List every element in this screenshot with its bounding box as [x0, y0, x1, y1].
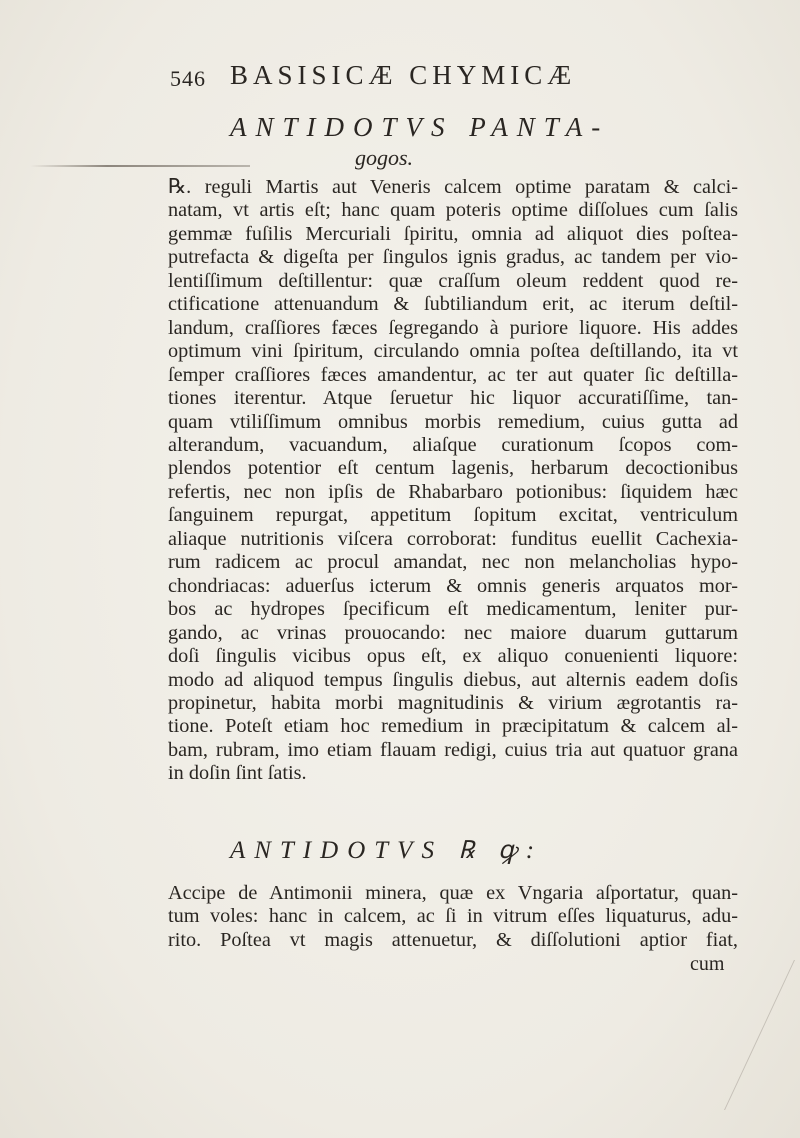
- text-line: lentiſſimum deſtillentur: quæ craſſum oleum reddent quod re-: [168, 269, 738, 292]
- section2-body: [168, 882, 738, 952]
- text-line: chondriacas: aduerſus icterum & omnis generis arquatos mor-: [168, 574, 738, 597]
- text-line: tione. Poteſt etiam hoc remedium in præcipitatum & calcem al-: [168, 715, 738, 738]
- page-number: 546: [170, 66, 206, 91]
- text-line: tum voles: hanc in calcem, ac ſi in vitrum eſſes liquaturus, adu-: [168, 905, 738, 928]
- section-heading-tail: gogos.: [355, 145, 414, 170]
- section1-body: [168, 176, 738, 786]
- text-line: landum, craſſiores fæces ſegregando à puriore liquore. His addes: [168, 316, 738, 339]
- text-line: ctificatione attenuandum & ſubtiliandum erit, ac iterum deſtil-: [168, 293, 738, 316]
- paper-fold-mark: [584, 960, 795, 1110]
- text-line: ſanguinem repurgat, appetitum ſopitum excitat, ventriculum: [168, 504, 738, 527]
- section-heading-antidotus-pantagogos: ANTIDOTVS PANTA-: [230, 112, 610, 142]
- text-line: modo ad aliquod tempus ſingulis diebus, aut alternis eadem doſis: [168, 668, 738, 691]
- text-line: gemmæ fuſilis Mercuriali ſpiritu, omnia ad aliquot dies poſtea-: [168, 222, 738, 245]
- text-line: tiones iterentur. Atque ſeruetur hic liquor accuratiſſime, tan-: [168, 387, 738, 410]
- text-line: propinetur, habita morbi magnitudinis & virium ægrotantis ra-: [168, 691, 738, 714]
- text-line: natam, vt artis eſt; hanc quam poteris optime diſſolues cum ſalis: [168, 199, 738, 222]
- text-line: ℞. reguli Martis aut Veneris calcem optime paratam & calci-: [168, 176, 738, 198]
- text-line: bos ac hydropes ſpecificum eſt medicamentum, leniter pur-: [168, 598, 738, 621]
- text-line: rito. Poſtea vt magis attenuetur, & diſſolutioni aptior fiat,: [168, 928, 738, 951]
- running-head: [170, 60, 680, 100]
- section-heading-antidotus-2: ANTIDOTVS ℞ ꝙ:: [230, 837, 544, 864]
- text-line: in doſin ſint ſatis.: [168, 762, 307, 785]
- text-line: putrefacta & digeſta per ſingulos ignis gradus, ac tandem per vio-: [168, 246, 738, 269]
- text-line: alterandum, vacuandum, aliaſque curationum ſcopos com-: [168, 433, 738, 456]
- text-line: plendos potentior eſt centum lagenis, herbarum decoctionibus: [168, 457, 738, 480]
- text-line: refertis, nec non ipſis de Rhabarbaro potionibus: ſiquidem hæc: [168, 480, 738, 503]
- text-line: gando, ac vrinas prouocando: nec maiore duarum guttarum: [168, 621, 738, 644]
- text-line: doſi ſingulis vicibus opus eſt, ex aliquo conuenienti liquore:: [168, 645, 738, 668]
- running-title: BASISICÆ CHYMICÆ: [230, 60, 577, 90]
- text-line: ſemper craſſiores fæces amandentur, ac ter aut quater ſic deſtilla-: [168, 363, 738, 386]
- text-line: quam vtiliſſimum omnibus morbis remedium, cuius gutta ad: [168, 410, 738, 433]
- text-line: rum radicem ac procul amandat, nec non melancholias hypo-: [168, 551, 738, 574]
- text-line: optimum vini ſpiritum, circulando omnia poſtea deſtillando, ita vt: [168, 340, 738, 363]
- text-line: Accipe de Antimonii minera, quæ ex Vngaria aſportatur, quan-: [168, 882, 738, 904]
- text-line: bam, rubram, imo etiam flauam redigi, cuius tria aut quatuor grana: [168, 738, 738, 761]
- catchword: cum: [690, 953, 725, 975]
- text-line: aliaque nutritionis viſcera corroborat: funditus euellit Cachexia-: [168, 527, 738, 550]
- decorative-rule: [30, 165, 250, 167]
